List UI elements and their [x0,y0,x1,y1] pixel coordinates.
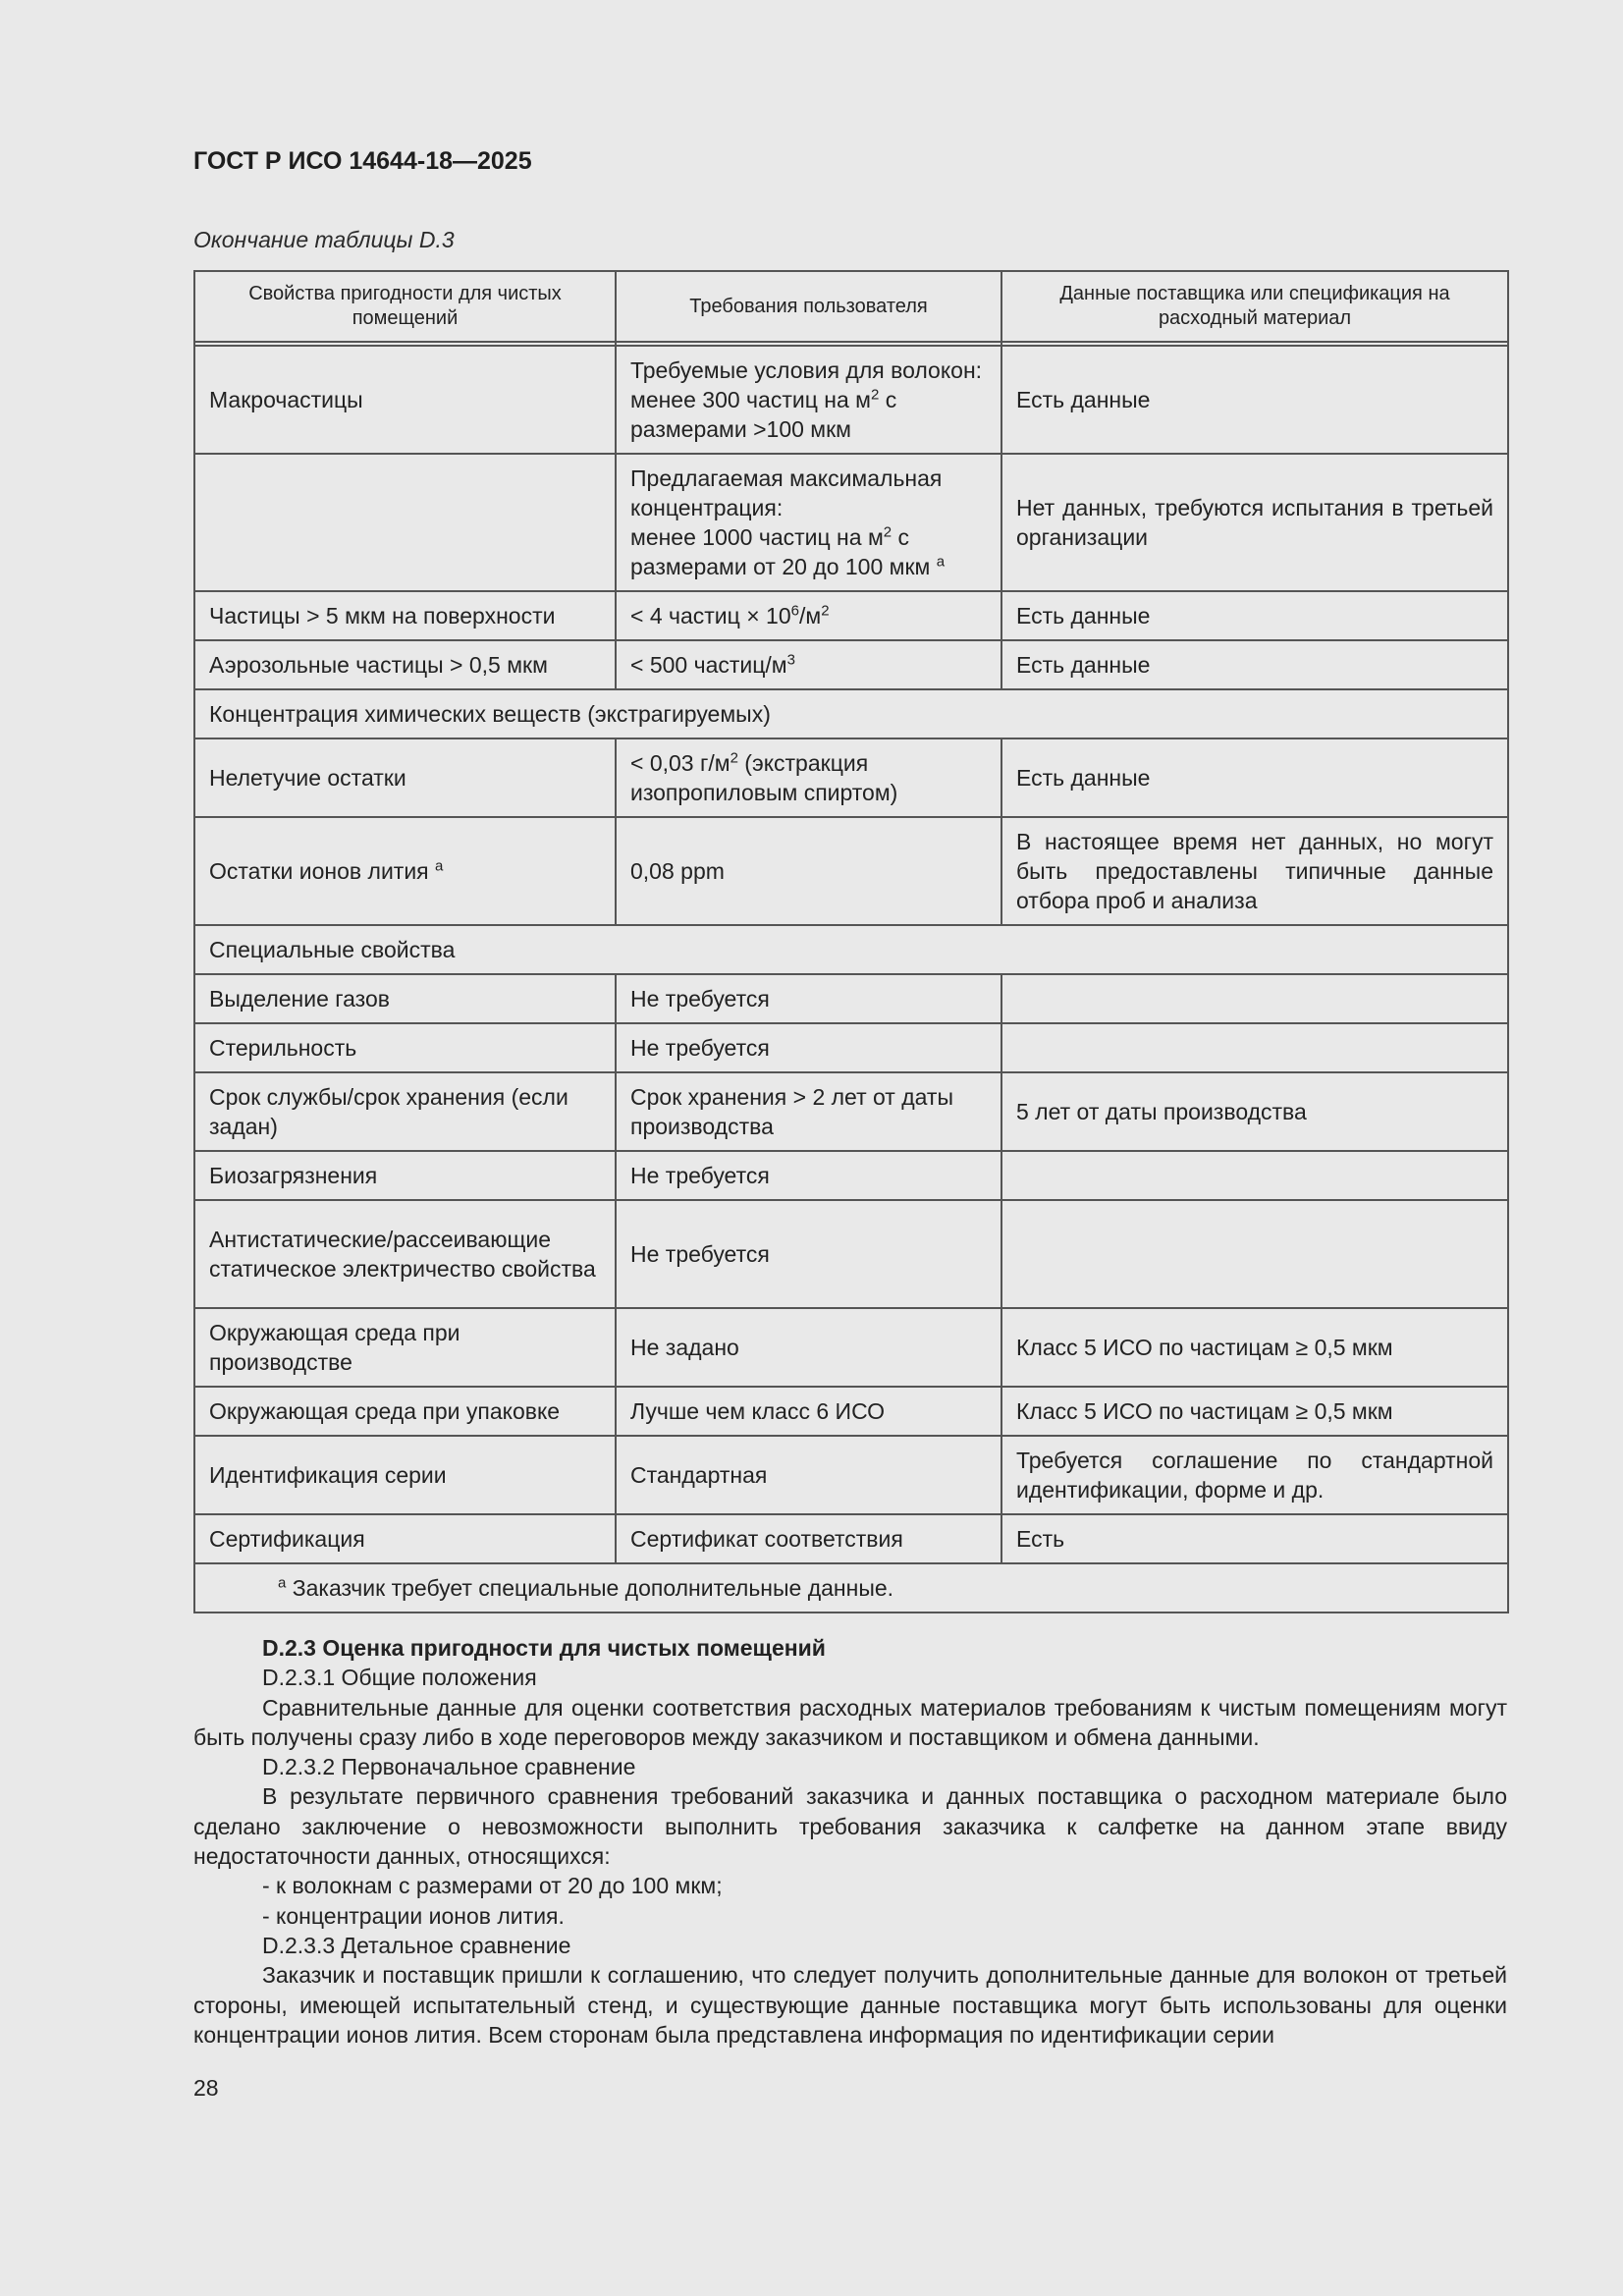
requirement-cell: Предлагаемая максимальная концентрация: менее 1000 частиц на $м^2$ с размерами от 20 до 100 мкм $^a$ [616,454,1001,591]
table-row [194,817,1508,925]
supplier-cell: Требуется соглашение по стандартной идентификации, форме и др. [1001,1436,1508,1514]
table-header [194,271,1508,346]
property-cell: Окружающая среда при производстве [194,1308,616,1387]
table-row [194,974,1508,1023]
supplier-cell: Класс 5 ИСО по частицам ≥ 0,5 мкм [1001,1308,1508,1387]
page-number: 28 [193,2075,219,2101]
property-cell: Нелетучие остатки [194,738,616,817]
requirement-cell: Не требуется [616,1151,1001,1200]
subsection-heading: D.2.3.1 Общие положения [262,1665,537,1691]
footnote-marker: a [936,553,946,571]
supplier-cell [1001,1200,1508,1308]
list-item: - концентрации ионов лития. [262,1902,565,1929]
table-row [194,1308,1508,1387]
table-footnote-row [194,1563,1508,1613]
property-cell: Макрочастицы [194,346,616,454]
table-row [194,640,1508,689]
requirements-table-container [193,270,1507,1613]
requirement-cell: < 500 частиц/$м^3$ [616,640,1001,689]
requirement-cell: Срок хранения > 2 лет от даты производства [616,1072,1001,1151]
supplier-cell: В настоящее время нет данных, но могут быть предоставлены типичные данные отбора проб и анализа [1001,817,1508,925]
supplier-cell: Класс 5 ИСО по частицам ≥ 0,5 мкм [1001,1387,1508,1436]
requirement-cell: Не требуется [616,974,1001,1023]
section-heading: D.2.3 Оценка пригодности для чистых помещений [262,1635,826,1661]
table-row [194,1436,1508,1514]
section-heading-chemical: Концентрация химических веществ (экстрагируемых) [194,689,1508,738]
property-cell [194,454,616,591]
table-row [194,1387,1508,1436]
table-caption: Окончание таблицы D.3 [193,227,455,252]
table-row [194,454,1508,591]
table-row [194,1072,1508,1151]
subsection-heading: D.2.3.3 Детальное сравнение [262,1932,571,1958]
requirement-cell: 0,08 ppm [616,817,1001,925]
footnote-marker: a [435,857,444,875]
supplier-cell [1001,974,1508,1023]
supplier-cell: Есть данные [1001,738,1508,817]
subsection-heading: D.2.3.2 Первоначальное сравнение [262,1754,636,1780]
document-header: ГОСТ Р ИСО 14644-18—2025 [193,147,532,175]
requirement-cell: Стандартная [616,1436,1001,1514]
property-cell: Остатки ионов лития $^a$ [194,817,616,925]
property-cell: Аэрозольные частицы > 0,5 мкм [194,640,616,689]
property-cell: Срок службы/срок хранения (если задан) [194,1072,616,1151]
body-text [193,1633,1507,2050]
property-cell: Антистатические/рассеивающие статическое электричество свойства [194,1200,616,1308]
column-header-user-requirements: Требования пользователя [616,271,1001,342]
table-row [194,591,1508,640]
requirement-cell: < 4 частиц × $10^6/м^2$ [616,591,1001,640]
supplier-cell: Есть данные [1001,591,1508,640]
table-row [194,1514,1508,1563]
requirement-cell: Не требуется [616,1023,1001,1072]
table-section-row [194,925,1508,974]
property-cell: Выделение газов [194,974,616,1023]
supplier-cell: Нет данных, требуются испытания в третьей организации [1001,454,1508,591]
column-header-properties: Свойства пригодности для чистых помещений [194,271,616,342]
supplier-cell: Есть [1001,1514,1508,1563]
property-cell: Биозагрязнения [194,1151,616,1200]
table-row [194,738,1508,817]
list-item: - к волокнам с размерами от 20 до 100 мкм; [262,1873,723,1899]
supplier-cell: Есть данные [1001,346,1508,454]
property-cell: Частицы > 5 мкм на поверхности [194,591,616,640]
requirement-cell: Лучше чем класс 6 ИСО [616,1387,1001,1436]
table-footnote: $^a$ Заказчик требует специальные дополнительные данные. [194,1563,1508,1613]
footnote-marker: a [278,1574,287,1592]
table-row [194,1151,1508,1200]
table-row [194,1200,1508,1308]
requirement-cell: < 0,03 $г/м^2$ (экстракция изопропиловым спиртом) [616,738,1001,817]
property-cell: Стерильность [194,1023,616,1072]
property-cell: Идентификация серии [194,1436,616,1514]
section-heading-special: Специальные свойства [194,925,1508,974]
supplier-cell: 5 лет от даты производства [1001,1072,1508,1151]
supplier-cell: Есть данные [1001,640,1508,689]
property-cell: Окружающая среда при упаковке [194,1387,616,1436]
paragraph: Сравнительные данные для оценки соответствия расходных материалов требованиям к чистым помещениям могут быть получены сразу либо в ходе переговоров между заказчиком и поставщиком и обмена данными. [193,1694,1507,1750]
paragraph: Заказчик и поставщик пришли к соглашению, что следует получить дополнительные данные для волокон от третьей стороны, имеющей испытательный стенд, и существующие данные поставщика могут быть использованы для оценки концентрации ионов лития. Всем сторонам была представлена информация по идентификации серии [193,1962,1507,2048]
requirement-cell: Требуемые условия для волокон: менее 300 частиц на $м^2$ с размерами >100 мкм [616,346,1001,454]
requirement-cell: Не задано [616,1308,1001,1387]
requirement-cell: Не требуется [616,1200,1001,1308]
property-cell: Сертификация [194,1514,616,1563]
table-row [194,1023,1508,1072]
table-row [194,346,1508,454]
requirements-table [193,270,1509,1613]
supplier-cell [1001,1151,1508,1200]
column-header-supplier-data: Данные поставщика или спецификация на расходный материал [1001,271,1508,342]
table-section-row [194,689,1508,738]
paragraph: В результате первичного сравнения требований заказчика и данных поставщика о расходном материале было сделано заключение о невозможности выполнить требования заказчика к салфетке на данном этапе ввиду недостаточности данных, относящихся: [193,1783,1507,1870]
supplier-cell [1001,1023,1508,1072]
requirement-cell: Сертификат соответствия [616,1514,1001,1563]
